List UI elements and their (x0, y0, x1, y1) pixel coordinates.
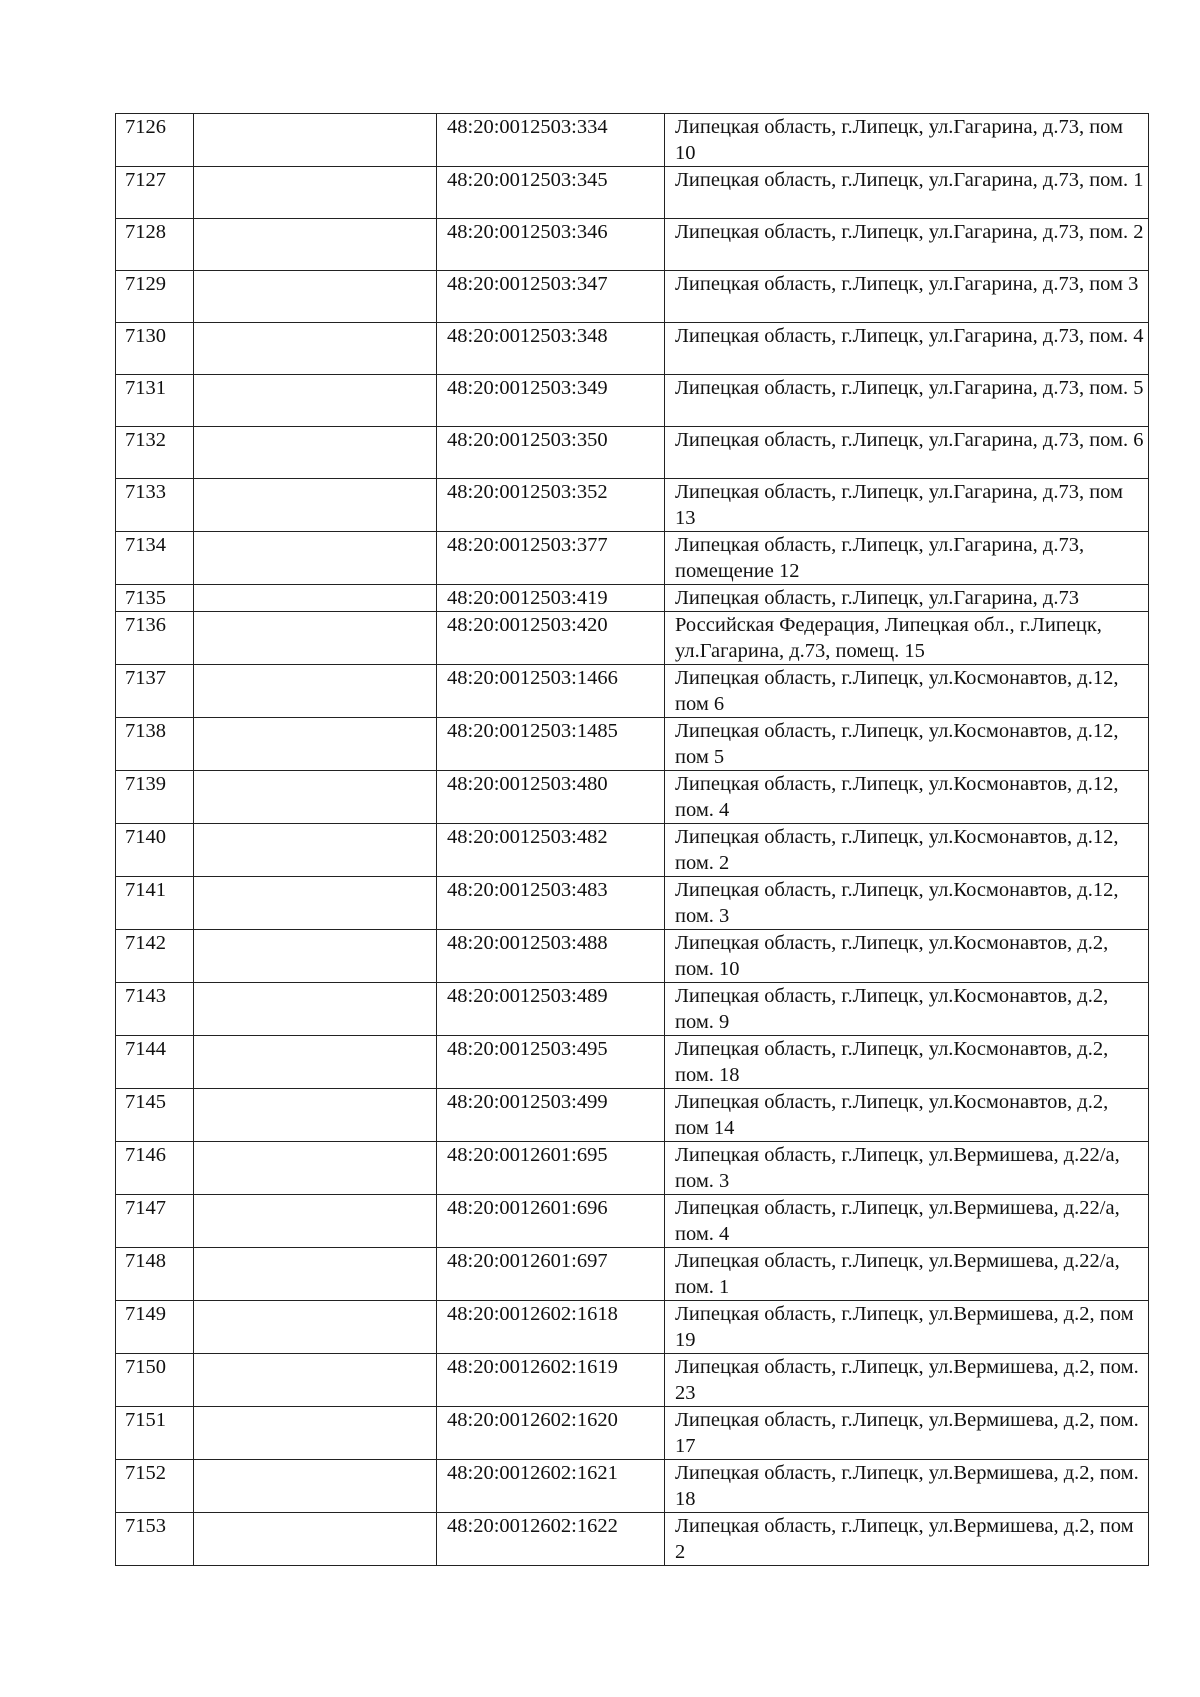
address-cell: Липецкая область, г.Липецк, ул.Вермишева, д.2, пом. 18 (665, 1460, 1149, 1513)
empty-cell (194, 877, 437, 930)
table-row (116, 479, 1149, 532)
address-cell: Липецкая область, г.Липецк, ул.Гагарина, д.73, пом. 4 (665, 323, 1149, 375)
address-cell: Липецкая область, г.Липецк, ул.Гагарина, д.73, пом. 5 (665, 375, 1149, 427)
empty-cell (194, 1513, 437, 1566)
row-number-cell: 7151 (116, 1407, 194, 1460)
empty-cell (194, 824, 437, 877)
empty-cell (194, 1036, 437, 1089)
address-cell: Липецкая область, г.Липецк, ул.Космонавтов, д.12, пом. 3 (665, 877, 1149, 930)
cadastral-number-cell: 48:20:0012602:1620 (437, 1407, 665, 1460)
row-number-cell: 7126 (116, 114, 194, 167)
cadastral-number-cell: 48:20:0012601:695 (437, 1142, 665, 1195)
table-row (116, 1195, 1149, 1248)
empty-cell (194, 930, 437, 983)
row-number-cell: 7131 (116, 375, 194, 427)
cadastral-number-cell: 48:20:0012503:349 (437, 375, 665, 427)
address-cell: Липецкая область, г.Липецк, ул.Вермишева, д.22/а, пом. 3 (665, 1142, 1149, 1195)
row-number-cell: 7138 (116, 718, 194, 771)
row-number-cell: 7140 (116, 824, 194, 877)
table-row (116, 824, 1149, 877)
cadastral-number-cell: 48:20:0012602:1621 (437, 1460, 665, 1513)
row-number-cell: 7139 (116, 771, 194, 824)
cadastral-number-cell: 48:20:0012503:420 (437, 612, 665, 665)
address-cell: Липецкая область, г.Липецк, ул.Космонавтов, д.2, пом. 18 (665, 1036, 1149, 1089)
empty-cell (194, 427, 437, 479)
table-row (116, 983, 1149, 1036)
cadastral-number-cell: 48:20:0012503:348 (437, 323, 665, 375)
cadastral-number-cell: 48:20:0012503:346 (437, 219, 665, 271)
row-number-cell: 7142 (116, 930, 194, 983)
table-row (116, 1248, 1149, 1301)
address-cell: Липецкая область, г.Липецк, ул.Гагарина, д.73, пом 3 (665, 271, 1149, 323)
empty-cell (194, 271, 437, 323)
table-row (116, 1513, 1149, 1566)
empty-cell (194, 1142, 437, 1195)
empty-cell (194, 479, 437, 532)
row-number-cell: 7147 (116, 1195, 194, 1248)
table-row (116, 930, 1149, 983)
table-row (116, 585, 1149, 612)
address-cell: Липецкая область, г.Липецк, ул.Космонавтов, д.2, пом. 9 (665, 983, 1149, 1036)
empty-cell (194, 585, 437, 612)
row-number-cell: 7135 (116, 585, 194, 612)
address-cell: Липецкая область, г.Липецк, ул.Гагарина, д.73, пом. 6 (665, 427, 1149, 479)
cadastral-number-cell: 48:20:0012503:345 (437, 167, 665, 219)
table-row (116, 1036, 1149, 1089)
address-cell: Липецкая область, г.Липецк, ул.Космонавтов, д.2, пом. 10 (665, 930, 1149, 983)
cadastral-number-cell: 48:20:0012503:483 (437, 877, 665, 930)
empty-cell (194, 167, 437, 219)
empty-cell (194, 1089, 437, 1142)
row-number-cell: 7153 (116, 1513, 194, 1566)
table-row (116, 219, 1149, 271)
table-row (116, 1142, 1149, 1195)
row-number-cell: 7129 (116, 271, 194, 323)
address-cell: Липецкая область, г.Липецк, ул.Гагарина, д.73, пом. 1 (665, 167, 1149, 219)
cadastral-number-cell: 48:20:0012503:480 (437, 771, 665, 824)
row-number-cell: 7152 (116, 1460, 194, 1513)
cadastral-number-cell: 48:20:0012503:1466 (437, 665, 665, 718)
table-row (116, 718, 1149, 771)
empty-cell (194, 375, 437, 427)
address-cell: Липецкая область, г.Липецк, ул.Вермишева, д.2, пом. 23 (665, 1354, 1149, 1407)
table-row (116, 114, 1149, 167)
row-number-cell: 7141 (116, 877, 194, 930)
address-cell: Российская Федерация, Липецкая обл., г.Липецк, ул.Гагарина, д.73, помещ. 15 (665, 612, 1149, 665)
address-cell: Липецкая область, г.Липецк, ул.Космонавтов, д.12, пом. 4 (665, 771, 1149, 824)
row-number-cell: 7127 (116, 167, 194, 219)
empty-cell (194, 1248, 437, 1301)
empty-cell (194, 1460, 437, 1513)
empty-cell (194, 718, 437, 771)
address-cell: Липецкая область, г.Липецк, ул.Вермишева, д.2, пом 2 (665, 1513, 1149, 1566)
table-body (116, 114, 1149, 1566)
table-row (116, 1089, 1149, 1142)
address-cell: Липецкая область, г.Липецк, ул.Космонавтов, д.12, пом 5 (665, 718, 1149, 771)
row-number-cell: 7130 (116, 323, 194, 375)
row-number-cell: 7132 (116, 427, 194, 479)
address-cell: Липецкая область, г.Липецк, ул.Вермишева, д.2, пом 19 (665, 1301, 1149, 1354)
table-row (116, 271, 1149, 323)
empty-cell (194, 1195, 437, 1248)
row-number-cell: 7144 (116, 1036, 194, 1089)
address-cell: Липецкая область, г.Липецк, ул.Вермишева, д.2, пом. 17 (665, 1407, 1149, 1460)
address-cell: Липецкая область, г.Липецк, ул.Космонавтов, д.12, пом 6 (665, 665, 1149, 718)
table-row (116, 427, 1149, 479)
empty-cell (194, 323, 437, 375)
table-row (116, 665, 1149, 718)
cadastral-number-cell: 48:20:0012601:696 (437, 1195, 665, 1248)
table-row (116, 612, 1149, 665)
cadastral-number-cell: 48:20:0012503:482 (437, 824, 665, 877)
table-row (116, 877, 1149, 930)
row-number-cell: 7128 (116, 219, 194, 271)
empty-cell (194, 114, 437, 167)
row-number-cell: 7137 (116, 665, 194, 718)
table-row (116, 1460, 1149, 1513)
address-cell: Липецкая область, г.Липецк, ул.Вермишева, д.22/а, пом. 1 (665, 1248, 1149, 1301)
empty-cell (194, 665, 437, 718)
cadastral-number-cell: 48:20:0012602:1618 (437, 1301, 665, 1354)
empty-cell (194, 219, 437, 271)
empty-cell (194, 983, 437, 1036)
cadastral-number-cell: 48:20:0012503:419 (437, 585, 665, 612)
cadastral-number-cell: 48:20:0012503:489 (437, 983, 665, 1036)
cadastral-number-cell: 48:20:0012503:350 (437, 427, 665, 479)
empty-cell (194, 1301, 437, 1354)
cadastral-number-cell: 48:20:0012503:1485 (437, 718, 665, 771)
cadastral-number-cell: 48:20:0012601:697 (437, 1248, 665, 1301)
empty-cell (194, 612, 437, 665)
table-row (116, 167, 1149, 219)
table-row (116, 1354, 1149, 1407)
row-number-cell: 7134 (116, 532, 194, 585)
row-number-cell: 7149 (116, 1301, 194, 1354)
empty-cell (194, 1407, 437, 1460)
cadastral-number-cell: 48:20:0012503:499 (437, 1089, 665, 1142)
address-cell: Липецкая область, г.Липецк, ул.Гагарина, д.73, пом. 2 (665, 219, 1149, 271)
table-row (116, 323, 1149, 375)
table-row (116, 532, 1149, 585)
address-cell: Липецкая область, г.Липецк, ул.Вермишева, д.22/а, пом. 4 (665, 1195, 1149, 1248)
address-cell: Липецкая область, г.Липецк, ул.Гагарина, д.73, пом 10 (665, 114, 1149, 167)
cadastral-number-cell: 48:20:0012503:352 (437, 479, 665, 532)
row-number-cell: 7146 (116, 1142, 194, 1195)
address-cell: Липецкая область, г.Липецк, ул.Космонавтов, д.2, пом 14 (665, 1089, 1149, 1142)
table-row (116, 1407, 1149, 1460)
cadastral-number-cell: 48:20:0012503:377 (437, 532, 665, 585)
cadastral-number-cell: 48:20:0012602:1619 (437, 1354, 665, 1407)
property-table (115, 113, 1149, 1566)
cadastral-number-cell: 48:20:0012503:488 (437, 930, 665, 983)
cadastral-number-cell: 48:20:0012602:1622 (437, 1513, 665, 1566)
empty-cell (194, 532, 437, 585)
address-cell: Липецкая область, г.Липецк, ул.Гагарина, д.73, пом 13 (665, 479, 1149, 532)
row-number-cell: 7145 (116, 1089, 194, 1142)
table-row (116, 1301, 1149, 1354)
row-number-cell: 7150 (116, 1354, 194, 1407)
address-cell: Липецкая область, г.Липецк, ул.Космонавтов, д.12, пом. 2 (665, 824, 1149, 877)
address-cell: Липецкая область, г.Липецк, ул.Гагарина, д.73 (665, 585, 1149, 612)
address-cell: Липецкая область, г.Липецк, ул.Гагарина, д.73, помещение 12 (665, 532, 1149, 585)
row-number-cell: 7143 (116, 983, 194, 1036)
cadastral-number-cell: 48:20:0012503:334 (437, 114, 665, 167)
empty-cell (194, 771, 437, 824)
row-number-cell: 7148 (116, 1248, 194, 1301)
cadastral-number-cell: 48:20:0012503:495 (437, 1036, 665, 1089)
cadastral-number-cell: 48:20:0012503:347 (437, 271, 665, 323)
row-number-cell: 7136 (116, 612, 194, 665)
empty-cell (194, 1354, 437, 1407)
table-row (116, 375, 1149, 427)
table-row (116, 771, 1149, 824)
row-number-cell: 7133 (116, 479, 194, 532)
